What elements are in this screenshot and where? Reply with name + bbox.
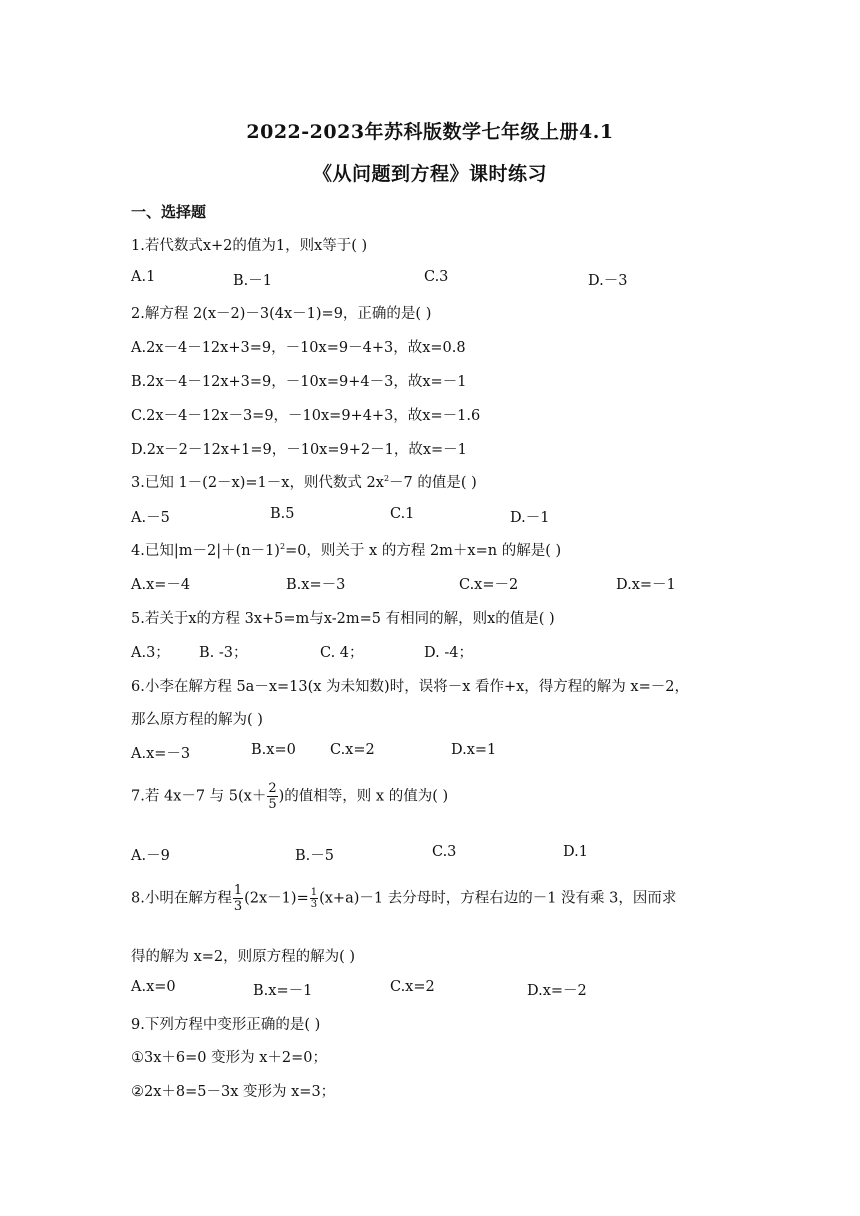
q6-option-a: A.x=－3 bbox=[131, 746, 191, 762]
q5-option-d: D. -4； bbox=[424, 645, 473, 661]
q2-option-d: D.2x－2－12x+1=9，－10x=9+2－1，故x=－1 bbox=[131, 442, 467, 458]
q3-option-a: A.－5 bbox=[131, 510, 170, 526]
question-8-stem-line-1 bbox=[131, 883, 676, 914]
question-6-stem-line-1: 6.小李在解方程 5a－x=13(x 为未知数)时，误将－x 看作+x，得方程的解为 x=－2， bbox=[131, 679, 689, 695]
q8-fraction-1-denominator: 3 bbox=[233, 899, 243, 914]
q4-option-c: C.x=－2 bbox=[459, 577, 519, 593]
question-9-stem: 9.下列方程中变形正确的是( ) bbox=[131, 1017, 321, 1033]
q7-option-a: A.－9 bbox=[131, 848, 170, 864]
q8-fraction-2-numerator: 1 bbox=[310, 887, 318, 898]
question-1-stem: 1.若代数式x+2的值为1，则x等于( ) bbox=[131, 238, 368, 254]
q3-option-b: B.5 bbox=[270, 506, 295, 522]
q8-stem-part-b: (2x－1)= bbox=[244, 890, 309, 907]
q7-option-c: C.3 bbox=[432, 844, 457, 860]
q8-fraction-2 bbox=[310, 887, 318, 910]
question-3-stem bbox=[131, 471, 477, 492]
q2-option-b: B.2x－4－12x+3=9，－10x=9+4－3，故x=－1 bbox=[131, 374, 467, 390]
question-7-stem bbox=[131, 781, 448, 812]
q1-option-c: C.3 bbox=[424, 269, 449, 285]
question-2-stem: 2.解方程 2(x－2)－3(4x－1)=9，正确的是( ) bbox=[131, 306, 432, 322]
q8-stem-part-c: (x+a)－1 去分母时，方程右边的－1 没有乘 3，因而求 bbox=[319, 890, 677, 907]
q4-exponent: 2 bbox=[279, 542, 286, 551]
question-5-stem: 5.若关于x的方程 3x+5=m与x-2m=5 有相同的解，则x的值是( ) bbox=[131, 611, 555, 627]
q9-statement-2: ②2x＋8=5－3x 变形为 x=3； bbox=[131, 1084, 336, 1100]
q3-exponent: 2 bbox=[383, 474, 390, 483]
q8-option-c: C.x=2 bbox=[390, 979, 435, 995]
q6-option-b: B.x=0 bbox=[251, 742, 296, 758]
q8-fraction-2-denominator: 3 bbox=[310, 899, 318, 910]
q6-option-c: C.x=2 bbox=[330, 742, 375, 758]
q3-option-d: D.－1 bbox=[510, 510, 550, 526]
q5-option-b: B. -3； bbox=[199, 645, 248, 661]
question-8-stem-line-2: 得的解为 x=2，则原方程的解为( ) bbox=[131, 949, 356, 965]
q3-stem-part-b: －7 的值是( ) bbox=[389, 475, 477, 491]
title-line-2: 《从问题到方程》课时练习 bbox=[312, 163, 547, 185]
q7-fraction-numerator: 2 bbox=[268, 781, 277, 796]
q7-fraction-denominator: 5 bbox=[268, 797, 277, 812]
q7-stem-part-b: )的值相等，则 x 的值为( ) bbox=[278, 788, 449, 805]
q5-option-c: C. 4； bbox=[320, 645, 364, 661]
title-line-1: 2022-2023年苏科版数学七年级上册4.1 bbox=[246, 121, 614, 143]
q5-option-a: A.3； bbox=[131, 645, 170, 661]
q7-fraction bbox=[267, 781, 277, 812]
q8-option-d: D.x=－2 bbox=[527, 983, 587, 999]
q8-fraction-1-numerator: 1 bbox=[233, 883, 243, 898]
section-heading: 一、选择题 bbox=[131, 203, 207, 221]
q7-option-d: D.1 bbox=[563, 844, 588, 860]
q4-stem-part-b: =0，则关于 x 的方程 2m＋x=n 的解是( ) bbox=[285, 543, 562, 559]
q8-option-a: A.x=0 bbox=[131, 979, 176, 995]
q9-statement-1: ①3x＋6=0 变形为 x＋2=0； bbox=[131, 1050, 327, 1066]
q3-stem-part-a: 3.已知 1－(2－x)=1－x，则代数式 2x bbox=[131, 475, 384, 491]
q2-option-a: A.2x－4－12x+3=9，－10x=9－4+3，故x=0.8 bbox=[131, 340, 466, 356]
question-4-stem bbox=[131, 539, 561, 560]
q4-option-d: D.x=－1 bbox=[616, 577, 676, 593]
q7-option-b: B.－5 bbox=[295, 848, 334, 864]
q6-option-d: D.x=1 bbox=[451, 742, 497, 758]
q1-option-a: A.1 bbox=[131, 269, 156, 285]
q4-option-b: B.x=－3 bbox=[286, 577, 346, 593]
q3-option-c: C.1 bbox=[390, 506, 415, 522]
q4-option-a: A.x=－4 bbox=[131, 577, 191, 593]
q1-option-d: D.－3 bbox=[588, 273, 628, 289]
q7-stem-part-a: 7.若 4x－7 与 5(x＋ bbox=[131, 788, 267, 805]
q2-option-c: C.2x－4－12x－3=9，－10x=9+4+3，故x=－1.6 bbox=[131, 408, 481, 424]
q1-option-b: B.－1 bbox=[233, 273, 272, 289]
q8-stem-part-a: 8.小明在解方程 bbox=[131, 890, 232, 907]
q8-fraction-1 bbox=[233, 883, 243, 914]
q4-stem-part-a: 4.已知|m－2|＋(n－1) bbox=[131, 543, 280, 559]
q8-option-b: B.x=－1 bbox=[253, 983, 313, 999]
question-6-stem-line-2: 那么原方程的解为( ) bbox=[131, 712, 263, 728]
